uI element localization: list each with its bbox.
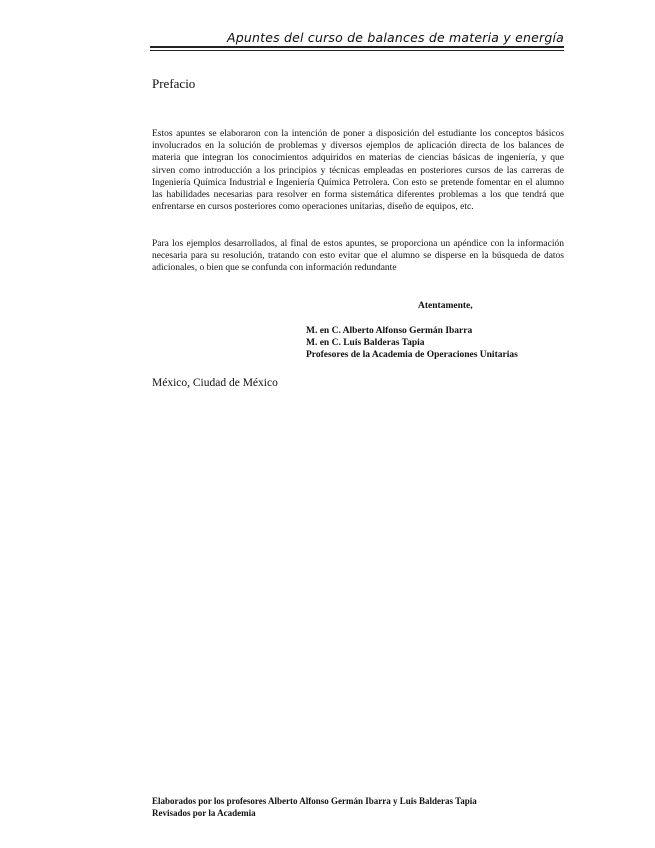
signature-affiliation: Profesores de la Academia de Operaciones Unitarias	[306, 350, 518, 361]
header-rule-thick	[150, 46, 564, 48]
footer-authors: Elaborados por los profesores Alberto Alfonso Germán Ibarra y Luis Balderas Tapia	[152, 796, 477, 806]
signature-author-1: M. en C. Alberto Alfonso Germán Ibarra	[306, 326, 473, 336]
closing-salutation: Atentamente,	[418, 301, 473, 311]
running-header-title: Apuntes del curso de balances de materia y energía	[227, 30, 564, 45]
location-line: México, Ciudad de México	[152, 377, 278, 389]
signature-author-2: M. en C. Luis Balderas Tapia	[306, 338, 425, 349]
section-title: Prefacio	[152, 76, 196, 91]
preface-paragraph-1: Estos apuntes se elaboraron con la intención de poner a disposición del estudiante los conceptos básicos involucrados en la solución de problemas y diversos ejemplos de aplicación directa de los balances de materia que integran los conocimientos adquiridos en materias de ciencias básicas de ingeniería, y que sirven como introducción a los principios y técnicas empleadas en posteriores cursos de las carreras de Ingeniería Química Industrial e Ingeniería Química Petrolera. Con esto se pretende fomentar en el alumno las habilidades necesarias para resolver en forma sistemática diferentes problemas a los que tendrá que enfrentarse en cursos posteriores como operaciones unitarias, diseño de equipos, etc.	[152, 129, 564, 213]
footer-review: Revisados por la Academia	[152, 807, 256, 818]
header-rule-thin	[150, 50, 564, 51]
signature-block	[306, 325, 518, 362]
preface-paragraph-2: Para los ejemplos desarrollados, al final de estos apuntes, se proporciona un apéndice con la información necesaria para su resolución, tratando con esto evitar que el alumno se disperse en la búsqueda de datos adicionales, o bien que se confunda con información redundante	[152, 239, 564, 274]
page-footer	[152, 796, 477, 820]
